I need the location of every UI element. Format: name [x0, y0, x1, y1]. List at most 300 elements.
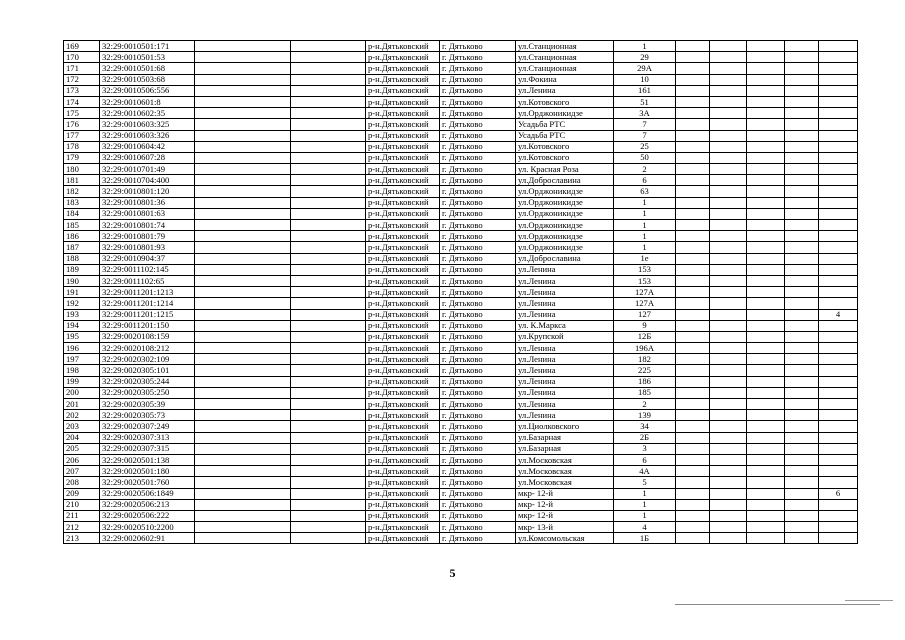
cadastral-number: 32:29:0010503:68	[100, 74, 195, 85]
row-number: 182	[64, 186, 100, 197]
cadastral-number: 32:29:0010501:53	[100, 52, 195, 63]
empty-cell	[785, 443, 819, 454]
row-number: 189	[64, 264, 100, 275]
table-row	[64, 510, 858, 521]
table-row	[64, 533, 858, 544]
district-cell: р-н.Дятьковский	[366, 130, 440, 141]
district-cell: р-н.Дятьковский	[366, 164, 440, 175]
empty-cell	[785, 454, 819, 465]
extra-value	[819, 410, 858, 421]
row-number: 187	[64, 242, 100, 253]
empty-cell	[195, 275, 291, 286]
district-cell: р-н.Дятьковский	[366, 85, 440, 96]
house-number: 6	[614, 454, 676, 465]
empty-cell	[747, 85, 785, 96]
table-row	[64, 119, 858, 130]
empty-cell	[710, 197, 747, 208]
street-cell: Усадьба РТС	[516, 130, 614, 141]
city-cell: г. Дятьково	[440, 108, 516, 119]
row-number: 206	[64, 454, 100, 465]
empty-cell	[676, 175, 710, 186]
street-cell: ул.Ленина	[516, 309, 614, 320]
street-cell: ул.Фокина	[516, 74, 614, 85]
extra-value: 6	[819, 488, 858, 499]
district-cell: р-н.Дятьковский	[366, 454, 440, 465]
city-cell: г. Дятьково	[440, 220, 516, 231]
empty-cell	[676, 152, 710, 163]
cadastral-number: 32:29:0010801:74	[100, 220, 195, 231]
empty-cell	[785, 197, 819, 208]
empty-cell	[710, 85, 747, 96]
empty-cell	[676, 52, 710, 63]
scan-mark-line	[845, 600, 893, 601]
row-number: 209	[64, 488, 100, 499]
house-number: 2Б	[614, 432, 676, 443]
empty-cell	[291, 108, 366, 119]
street-cell: ул.Орджоникидзе	[516, 208, 614, 219]
empty-cell	[195, 387, 291, 398]
cadastral-number: 32:29:0010607:28	[100, 152, 195, 163]
empty-cell	[747, 287, 785, 298]
street-cell: ул.Комсомольская	[516, 533, 614, 544]
district-cell: р-н.Дятьковский	[366, 309, 440, 320]
empty-cell	[747, 298, 785, 309]
table-row	[64, 141, 858, 152]
city-cell: г. Дятьково	[440, 41, 516, 52]
cadastral-number: 32:29:0010704:400	[100, 175, 195, 186]
cadastral-number: 32:29:0020506:1849	[100, 488, 195, 499]
house-number: 127А	[614, 298, 676, 309]
extra-value	[819, 533, 858, 544]
district-cell: р-н.Дятьковский	[366, 510, 440, 521]
empty-cell	[676, 331, 710, 342]
house-number: 29	[614, 52, 676, 63]
city-cell: г. Дятьково	[440, 85, 516, 96]
empty-cell	[785, 376, 819, 387]
table-row	[64, 477, 858, 488]
empty-cell	[710, 343, 747, 354]
empty-cell	[291, 119, 366, 130]
empty-cell	[747, 52, 785, 63]
row-number: 213	[64, 533, 100, 544]
empty-cell	[747, 477, 785, 488]
extra-value	[819, 63, 858, 74]
cadastral-number: 32:29:0011201:1214	[100, 298, 195, 309]
district-cell: р-н.Дятьковский	[366, 477, 440, 488]
empty-cell	[747, 264, 785, 275]
city-cell: г. Дятьково	[440, 320, 516, 331]
city-cell: г. Дятьково	[440, 175, 516, 186]
city-cell: г. Дятьково	[440, 197, 516, 208]
street-cell: ул.Циолковского	[516, 421, 614, 432]
empty-cell	[195, 141, 291, 152]
street-cell: ул.Орджоникидзе	[516, 220, 614, 231]
table-row	[64, 208, 858, 219]
empty-cell	[195, 488, 291, 499]
cadastral-number: 32:29:0010601:8	[100, 96, 195, 107]
district-cell: р-н.Дятьковский	[366, 242, 440, 253]
city-cell: г. Дятьково	[440, 287, 516, 298]
extra-value	[819, 164, 858, 175]
extra-value	[819, 343, 858, 354]
row-number: 170	[64, 52, 100, 63]
extra-value	[819, 231, 858, 242]
empty-cell	[785, 488, 819, 499]
empty-cell	[785, 119, 819, 130]
house-number: 196А	[614, 343, 676, 354]
empty-cell	[676, 410, 710, 421]
empty-cell	[710, 499, 747, 510]
house-number: 1	[614, 499, 676, 510]
row-number: 199	[64, 376, 100, 387]
extra-value	[819, 399, 858, 410]
extra-value	[819, 264, 858, 275]
empty-cell	[785, 242, 819, 253]
empty-cell	[710, 41, 747, 52]
street-cell: ул.Котовского	[516, 141, 614, 152]
house-number: 34	[614, 421, 676, 432]
empty-cell	[676, 522, 710, 533]
table-row	[64, 275, 858, 286]
empty-cell	[676, 376, 710, 387]
extra-value	[819, 510, 858, 521]
empty-cell	[676, 231, 710, 242]
house-number: 2	[614, 164, 676, 175]
empty-cell	[291, 365, 366, 376]
empty-cell	[676, 432, 710, 443]
empty-cell	[785, 186, 819, 197]
cadastral-number: 32:29:0020506:222	[100, 510, 195, 521]
table-row	[64, 454, 858, 465]
district-cell: р-н.Дятьковский	[366, 354, 440, 365]
table-row	[64, 197, 858, 208]
street-cell: ул.Доброславина	[516, 253, 614, 264]
table-row	[64, 231, 858, 242]
row-number: 197	[64, 354, 100, 365]
city-cell: г. Дятьково	[440, 152, 516, 163]
empty-cell	[710, 220, 747, 231]
empty-cell	[710, 443, 747, 454]
empty-cell	[195, 152, 291, 163]
street-cell: ул.Ленина	[516, 399, 614, 410]
empty-cell	[676, 365, 710, 376]
empty-cell	[710, 108, 747, 119]
extra-value	[819, 74, 858, 85]
cadastral-number: 32:29:0010801:120	[100, 186, 195, 197]
table-row	[64, 443, 858, 454]
empty-cell	[195, 119, 291, 130]
district-cell: р-н.Дятьковский	[366, 499, 440, 510]
district-cell: р-н.Дятьковский	[366, 52, 440, 63]
city-cell: г. Дятьково	[440, 309, 516, 320]
empty-cell	[195, 186, 291, 197]
table-row	[64, 376, 858, 387]
cadastral-number: 32:29:0020307:315	[100, 443, 195, 454]
cadastral-number: 32:29:0010602:35	[100, 108, 195, 119]
table-row	[64, 74, 858, 85]
extra-value	[819, 141, 858, 152]
empty-cell	[785, 320, 819, 331]
empty-cell	[747, 387, 785, 398]
row-number: 200	[64, 387, 100, 398]
extra-value	[819, 208, 858, 219]
extra-value	[819, 52, 858, 63]
empty-cell	[291, 275, 366, 286]
street-cell: ул.Ленина	[516, 376, 614, 387]
empty-cell	[291, 298, 366, 309]
empty-cell	[676, 85, 710, 96]
empty-cell	[676, 354, 710, 365]
extra-value	[819, 175, 858, 186]
house-number: 9	[614, 320, 676, 331]
empty-cell	[195, 331, 291, 342]
empty-cell	[195, 533, 291, 544]
empty-cell	[195, 96, 291, 107]
empty-cell	[710, 488, 747, 499]
empty-cell	[195, 410, 291, 421]
table-row	[64, 354, 858, 365]
cadastral-number: 32:29:0020305:250	[100, 387, 195, 398]
extra-value	[819, 197, 858, 208]
empty-cell	[291, 499, 366, 510]
district-cell: р-н.Дятьковский	[366, 186, 440, 197]
empty-cell	[291, 287, 366, 298]
empty-cell	[785, 108, 819, 119]
empty-cell	[291, 74, 366, 85]
street-cell: ул.Орджоникидзе	[516, 186, 614, 197]
empty-cell	[676, 41, 710, 52]
registry-table	[63, 40, 858, 544]
city-cell: г. Дятьково	[440, 298, 516, 309]
city-cell: г. Дятьково	[440, 466, 516, 477]
house-number: 2	[614, 399, 676, 410]
empty-cell	[195, 443, 291, 454]
empty-cell	[710, 466, 747, 477]
empty-cell	[291, 130, 366, 141]
empty-cell	[747, 432, 785, 443]
empty-cell	[747, 320, 785, 331]
table-row	[64, 298, 858, 309]
empty-cell	[747, 141, 785, 152]
cadastral-number: 32:29:0020305:39	[100, 399, 195, 410]
empty-cell	[676, 466, 710, 477]
city-cell: г. Дятьково	[440, 164, 516, 175]
empty-cell	[195, 242, 291, 253]
house-number: 7	[614, 119, 676, 130]
empty-cell	[291, 186, 366, 197]
district-cell: р-н.Дятьковский	[366, 96, 440, 107]
empty-cell	[710, 320, 747, 331]
row-number: 191	[64, 287, 100, 298]
extra-value	[819, 96, 858, 107]
empty-cell	[195, 343, 291, 354]
empty-cell	[676, 510, 710, 521]
empty-cell	[676, 108, 710, 119]
extra-value	[819, 220, 858, 231]
empty-cell	[676, 320, 710, 331]
house-number: 12Б	[614, 331, 676, 342]
street-cell: мкр- 13-й	[516, 522, 614, 533]
district-cell: р-н.Дятьковский	[366, 220, 440, 231]
cadastral-number: 32:29:0020305:101	[100, 365, 195, 376]
table-row	[64, 130, 858, 141]
empty-cell	[676, 421, 710, 432]
house-number: 51	[614, 96, 676, 107]
empty-cell	[747, 533, 785, 544]
district-cell: р-н.Дятьковский	[366, 331, 440, 342]
empty-cell	[195, 432, 291, 443]
extra-value	[819, 421, 858, 432]
district-cell: р-н.Дятьковский	[366, 175, 440, 186]
empty-cell	[676, 220, 710, 231]
table-row	[64, 410, 858, 421]
cadastral-number: 32:29:0010603:326	[100, 130, 195, 141]
empty-cell	[785, 522, 819, 533]
empty-cell	[195, 220, 291, 231]
cadastral-number: 32:29:0020307:313	[100, 432, 195, 443]
row-number: 183	[64, 197, 100, 208]
house-number: 1	[614, 488, 676, 499]
empty-cell	[195, 175, 291, 186]
house-number: 4	[614, 522, 676, 533]
empty-cell	[195, 522, 291, 533]
house-number: 29А	[614, 63, 676, 74]
empty-cell	[291, 63, 366, 74]
table-row	[64, 399, 858, 410]
empty-cell	[710, 365, 747, 376]
district-cell: р-н.Дятьковский	[366, 365, 440, 376]
row-number: 192	[64, 298, 100, 309]
city-cell: г. Дятьково	[440, 533, 516, 544]
empty-cell	[291, 331, 366, 342]
table-row	[64, 175, 858, 186]
table-row	[64, 108, 858, 119]
empty-cell	[710, 119, 747, 130]
empty-cell	[747, 41, 785, 52]
empty-cell	[785, 141, 819, 152]
city-cell: г. Дятьково	[440, 130, 516, 141]
empty-cell	[785, 41, 819, 52]
empty-cell	[291, 141, 366, 152]
empty-cell	[195, 41, 291, 52]
empty-cell	[291, 477, 366, 488]
district-cell: р-н.Дятьковский	[366, 410, 440, 421]
city-cell: г. Дятьково	[440, 343, 516, 354]
empty-cell	[195, 298, 291, 309]
row-number: 194	[64, 320, 100, 331]
empty-cell	[785, 477, 819, 488]
house-number: 127А	[614, 287, 676, 298]
empty-cell	[747, 152, 785, 163]
empty-cell	[710, 421, 747, 432]
row-number: 180	[64, 164, 100, 175]
street-cell: ул.Орджоникидзе	[516, 242, 614, 253]
street-cell: ул.Ленина	[516, 354, 614, 365]
empty-cell	[291, 208, 366, 219]
empty-cell	[785, 253, 819, 264]
empty-cell	[747, 96, 785, 107]
row-number: 171	[64, 63, 100, 74]
table-row	[64, 242, 858, 253]
empty-cell	[195, 421, 291, 432]
house-number: 185	[614, 387, 676, 398]
empty-cell	[785, 399, 819, 410]
cadastral-number: 32:29:0011201:1213	[100, 287, 195, 298]
empty-cell	[710, 309, 747, 320]
district-cell: р-н.Дятьковский	[366, 443, 440, 454]
empty-cell	[785, 231, 819, 242]
empty-cell	[291, 220, 366, 231]
row-number: 212	[64, 522, 100, 533]
street-cell: ул.Ленина	[516, 365, 614, 376]
city-cell: г. Дятьково	[440, 141, 516, 152]
city-cell: г. Дятьково	[440, 231, 516, 242]
empty-cell	[710, 164, 747, 175]
district-cell: р-н.Дятьковский	[366, 141, 440, 152]
row-number: 207	[64, 466, 100, 477]
extra-value	[819, 275, 858, 286]
extra-value	[819, 41, 858, 52]
empty-cell	[291, 231, 366, 242]
district-cell: р-н.Дятьковский	[366, 533, 440, 544]
district-cell: р-н.Дятьковский	[366, 264, 440, 275]
street-cell: ул.Котовского	[516, 152, 614, 163]
empty-cell	[291, 522, 366, 533]
empty-cell	[747, 331, 785, 342]
extra-value	[819, 331, 858, 342]
empty-cell	[676, 242, 710, 253]
row-number: 198	[64, 365, 100, 376]
city-cell: г. Дятьково	[440, 387, 516, 398]
empty-cell	[710, 208, 747, 219]
district-cell: р-н.Дятьковский	[366, 522, 440, 533]
table-row	[64, 52, 858, 63]
cadastral-number: 32:29:0010506:556	[100, 85, 195, 96]
empty-cell	[747, 365, 785, 376]
empty-cell	[676, 253, 710, 264]
extra-value	[819, 253, 858, 264]
empty-cell	[747, 74, 785, 85]
table-row	[64, 186, 858, 197]
empty-cell	[676, 208, 710, 219]
city-cell: г. Дятьково	[440, 499, 516, 510]
empty-cell	[195, 510, 291, 521]
empty-cell	[785, 130, 819, 141]
street-cell: ул.Котовского	[516, 96, 614, 107]
city-cell: г. Дятьково	[440, 522, 516, 533]
extra-value	[819, 477, 858, 488]
house-number: 1	[614, 242, 676, 253]
house-number: 1	[614, 231, 676, 242]
empty-cell	[747, 399, 785, 410]
house-number: 153	[614, 275, 676, 286]
street-cell: ул. Красная Роза	[516, 164, 614, 175]
empty-cell	[785, 85, 819, 96]
empty-cell	[785, 96, 819, 107]
row-number: 205	[64, 443, 100, 454]
cadastral-number: 32:29:0011201:1215	[100, 309, 195, 320]
street-cell: ул.Станционная	[516, 52, 614, 63]
empty-cell	[710, 399, 747, 410]
empty-cell	[291, 354, 366, 365]
empty-cell	[291, 432, 366, 443]
empty-cell	[747, 242, 785, 253]
table-row	[64, 309, 858, 320]
empty-cell	[195, 477, 291, 488]
city-cell: г. Дятьково	[440, 264, 516, 275]
empty-cell	[676, 533, 710, 544]
row-number: 195	[64, 331, 100, 342]
